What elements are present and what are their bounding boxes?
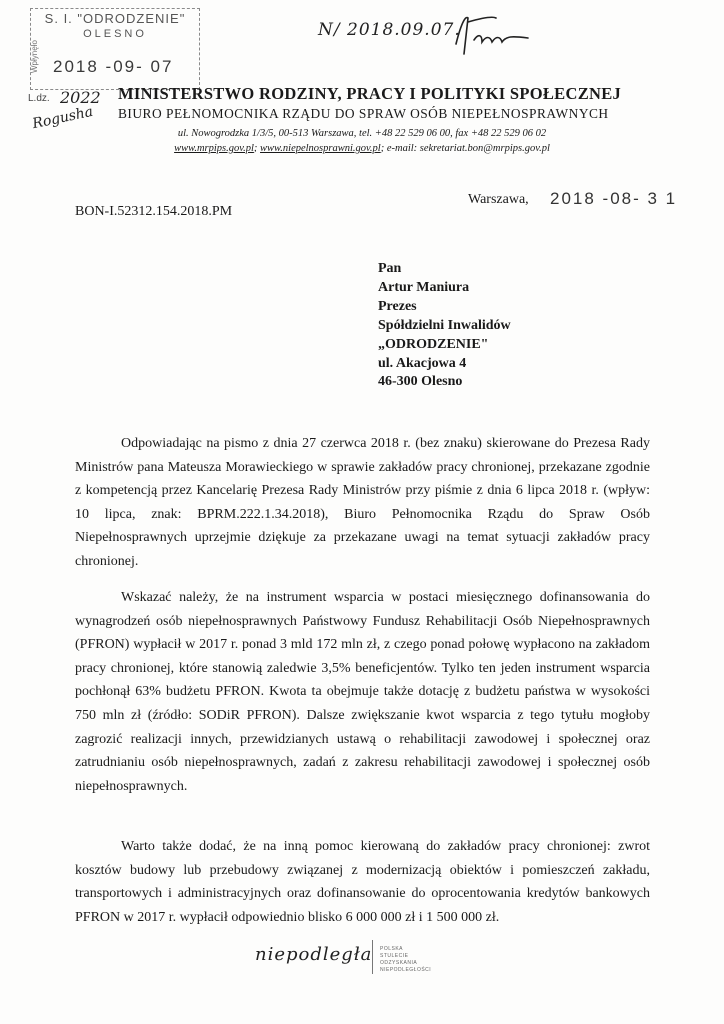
website-link-mrpips[interactable]: www.mrpips.gov.pl — [174, 143, 254, 154]
stamp-received-label: Wpłynęło — [30, 40, 39, 74]
stamp-organization: S. I. "ODRODZENIE" — [44, 11, 186, 26]
addressee-block — [378, 260, 511, 392]
handwritten-signature — [452, 10, 532, 60]
addressee-street: ul. Akacjowa 4 — [378, 355, 467, 371]
received-stamp — [30, 8, 200, 90]
ministry-name: MINISTERSTWO RODZINY, PRACY I POLITYKI SPOŁECZNEJ — [118, 84, 622, 103]
addressee-salutation: Pan — [378, 261, 402, 276]
website-separator: ; — [253, 143, 261, 154]
office-address: ul. Nowogrodzka 1/3/5, 00-513 Warszawa, tel. +48 22 529 06 00, fax +48 22 529 06 02 — [177, 128, 547, 139]
footer-divider — [372, 940, 373, 974]
website-link-niepelnosprawni[interactable]: www.niepelnosprawni.gov.pl — [260, 143, 381, 154]
body-paragraph-3: Warto także dodać, że na inną pomoc kierowaną do zakładów pracy chronionej: zwrot kosztów budowy lub przebudowy związanej z modernizacją obiektów i pomieszczeń zakładu, transportowych i administracyjnych oraz dofinansowanie do oprocentowania kredytów bankowych PFRON w 2017 r. wypłacił odpowiednio blisko 6 000 000 zł i 1 500 000 zł. — [75, 839, 650, 925]
niepodlegla-logo-caption: POLSKA STULECIE ODZYSKANIA NIEPODLEGŁOŚCI — [380, 946, 432, 973]
ldz-label: L.dz. — [28, 93, 50, 104]
addressee-name: Artur Maniura — [378, 279, 470, 295]
email-text: ; e-mail: sekretariat.bon@mrpips.gov.pl — [380, 143, 550, 154]
body-paragraph-2: Wskazać należy, że na instrument wsparcia w postaci miesięcznego dofinansowania do wynagrodzeń osób niepełnosprawnych Państwowy Fundusz Rehabilitacji Osób Niepełnosprawnych (PFRON) wypłacił w 2017 r. ponad 3 mld 172 mln zł, z czego ponad połowę wypłacono na zakładom pracy chronionej, które stanowią zaledwie 3,5% beneficjentów. Tylko ten jeden instrument wsparcia pochłonął 63% budżetu PFRON. Kwota ta obejmuje także dotację z budżetu państwa w wysokości 750 mln zł (źródło: SODiR PFRON). Dalsze zwiększanie kwot wsparcia z tego tytułu mogłoby zagrozić realizacji innych, przewidzianych ustawą o rehabilitacji zawodowej i społecznej oraz zatrudnianiu osób niepełnosprawnych, zadań z zakresu rehabilitacji zawodowej i społecznej osób niepełnosprawnych. — [75, 590, 650, 794]
office-name: BIURO PEŁNOMOCNIKA RZĄDU DO SPRAW OSÓB NIEPEŁNOSPRAWNYCH — [118, 106, 609, 121]
ldz-number: 2022 — [60, 88, 101, 107]
contact-line — [0, 143, 724, 154]
addressee-organization-name: „ODRODZENIE" — [378, 336, 489, 352]
body-paragraph-1: Odpowiadając na pismo z dnia 27 czerwca 2018 r. (bez znaku) skierowane do Prezesa Rady Ministrów pana Mateusza Morawieckiego w sprawie zakładów pracy chronionej, przekazane zgodnie z kompetencją przez Kancelarię Prezesa Rady Ministrów przy piśmie z dnia 6 lipca 2018 r. (wpływ: 10 lipca, znak: BPRM.222.1.34.2018), Biuro Pełnomocnika Rządu do Spraw Osób Niepełnosprawnych uprzejmie dziękuje za przekazane uwagi na temat sytuacji zakładów pracy chronionej. — [75, 436, 650, 569]
handwritten-initials: Rogusha — [31, 103, 95, 133]
niepodlegla-logo-script: niepodległa — [255, 944, 373, 965]
stamp-date: 2018 -09- 07 — [53, 57, 174, 76]
incoming-note: N/ 2018.09.07. — [318, 20, 461, 40]
addressee-title: Prezes — [378, 298, 417, 314]
reference-number: BON-I.52312.154.2018.PM — [75, 204, 233, 219]
addressee-organization: Spółdzielni Inwalidów — [378, 317, 511, 333]
stamp-city: OLESNO — [83, 28, 147, 40]
letter-date: 2018 -08- 3 1 — [550, 189, 678, 208]
addressee-city: 46-300 Olesno — [378, 374, 463, 390]
place-label: Warszawa, — [468, 192, 529, 207]
